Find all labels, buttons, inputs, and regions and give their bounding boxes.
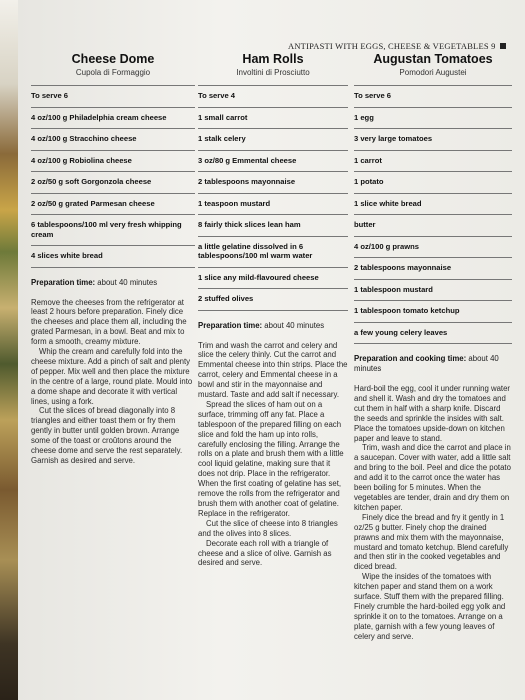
preparation-time (354, 354, 512, 374)
ingredient-item: 2 oz/50 g soft Gorgonzola cheese (31, 171, 195, 193)
recipe-subtitle: Cupola di Formaggio (75, 68, 151, 77)
ingredient-item: a few young celery leaves (354, 322, 512, 345)
ingredient-item: 1 carrot (354, 150, 512, 172)
ingredient-item: To serve 4 (198, 85, 348, 107)
ingredient-item: 2 oz/50 g grated Parmesan cheese (31, 193, 195, 215)
ingredient-item: 3 very large tomatoes (354, 128, 512, 150)
ingredient-item: 4 oz/100 g prawns (354, 236, 512, 258)
preparation-time (31, 278, 195, 288)
ingredient-list (354, 85, 512, 344)
preparation-value: about 40 minutes (354, 354, 499, 373)
ingredient-item: 4 slices white bread (31, 245, 195, 268)
cookbook-page (18, 0, 525, 700)
method-paragraph: Wipe the insides of the tomatoes with kitchen paper and stand them on a work surface. Stuff them with the prepared filling. Finely crumble the hard-boiled egg yolk and sprinkle it on to the tomatoes. Arrange on a plate, garnish with a few young leaves of celery and serve. (354, 572, 506, 641)
method-paragraph: Hard-boil the egg, cool it under running water and shell it. Wash and dry the tomatoes and cut them in half with a sharp knife. Discard the seeds and sprinkle the insides with salt. Place the tomatoes upside-down on kitchen paper and leave to stand. (354, 384, 511, 443)
recipe-column-cheese-dome (31, 52, 195, 466)
ingredient-item: 1 egg (354, 107, 512, 129)
ingredient-item: 2 tablespoons mayonnaise (354, 257, 512, 279)
preparation-label: Preparation time: (198, 320, 263, 330)
running-head-text: ANTIPASTI WITH EGGS, CHEESE & VEGETABLES 9 (288, 41, 496, 51)
method-paragraph: Finely dice the bread and fry it gently in 1 oz/25 g butter. Finely chop the drained prawns and mix them with the mayonnaise, mustard and tomato ketchup. Blend carefully and then stir in the cooked vegetables and diced bread. (354, 512, 509, 572)
ingredient-item: 1 stalk celery (198, 128, 348, 150)
method-paragraph: Spread the slices of ham out on a surface, trimming off any fat. Place a tablespoon of the prepared filling on each slice and fold the ham up into rolls, carefully enclosing the filling. Arrange the rolls on a plate and brush them with a little cool liquid gelatine, making sure that it does not drip. Place in the refrigerator. When the first coating of gelatine has set, remove the rolls from the refrigerator and brush them with another coat of gelatine. Replace in the refrigerator. (198, 399, 344, 518)
ingredient-list (198, 85, 348, 311)
running-head (288, 41, 525, 51)
ingredient-item: 8 fairly thick slices lean ham (198, 214, 348, 236)
recipe-title: Ham Rolls (242, 52, 304, 66)
ingredient-item: 1 slice any mild-flavoured cheese (198, 267, 348, 289)
ingredient-item: 2 tablespoons mayonnaise (198, 171, 348, 193)
recipe-subtitle: Pomodori Augustei (399, 68, 467, 77)
preparation-value: about 40 minutes (264, 320, 325, 330)
ingredient-item: 1 potato (354, 171, 512, 193)
ingredient-item: To serve 6 (354, 85, 512, 107)
preparation-time (198, 321, 348, 331)
method-text (31, 298, 195, 466)
method-paragraph: Trim and wash the carrot and celery and slice the celery thinly. Cut the carrot and Emmental cheese into thin strips. Place the carrot, celery and Emmental cheese in a bowl and stir in the mayonnaise and mustard. Taste and add salt if necessary. (198, 340, 348, 400)
ingredient-item: 1 slice white bread (354, 193, 512, 215)
method-paragraph: Whip the cream and carefully fold into the cheese mixture. Add a pinch of salt and plenty of pepper. Mix well and then place the mixture in the centre of a large, round plate. Mould into a dome shape and decorate it with vertical lines, using a fork. (31, 347, 193, 406)
ingredient-item: 4 oz/100 g Robiolina cheese (31, 150, 195, 172)
ingredient-item: 1 small carrot (198, 107, 348, 129)
ingredient-item: 3 oz/80 g Emmental cheese (198, 150, 348, 172)
method-paragraph: Cut the slice of cheese into 8 triangles and the olives into 8 slices. (198, 518, 338, 538)
ingredient-item: 1 tablespoon mustard (354, 279, 512, 301)
ingredient-item: 6 tablespoons/100 ml very fresh whipping cream (31, 214, 195, 245)
method-paragraph: Cut the slices of bread diagonally into 8 triangles and either toast them or fry them gently in butter until golden brown. Arrange some of the toast or croûtons around the cheese dome and serve the rest separately. Garnish as desired and serve. (31, 406, 183, 465)
method-paragraph: Decorate each roll with a triangle of cheese and a slice of olive. Garnish as desired and serve. (198, 538, 332, 568)
ingredient-item: 4 oz/100 g Philadelphia cream cheese (31, 107, 195, 129)
method-paragraph: Trim, wash and dice the carrot and place in a saucepan. Cover with water, add a little salt and bring to the boil. Peel and dice the potato and add it to the carrot once the water has been boiling for 5 minutes. When the vegetables are tender, drain and dry them on kitchen paper. (354, 443, 511, 512)
recipe-title: Augustan Tomatoes (373, 52, 493, 66)
method-paragraph: Remove the cheeses from the refrigerator at least 2 hours before preparation. Finely dice the cheeses and place them all, including the grated Parmesan, in a bowl. Beat and mix to form a smooth, creamy mixture. (31, 297, 187, 347)
ingredient-list (31, 85, 195, 268)
preparation-value: about 40 minutes (97, 277, 158, 287)
ingredient-item: 4 oz/100 g Stracchino cheese (31, 128, 195, 150)
ingredient-item: 2 stuffed olives (198, 288, 348, 311)
preparation-label: Preparation time: (31, 277, 96, 287)
method-text (354, 384, 512, 642)
ingredient-item: 1 tablespoon tomato ketchup (354, 300, 512, 322)
ingredient-item: To serve 6 (31, 85, 195, 107)
square-bullet-icon (500, 43, 506, 49)
ingredient-item: a little gelatine dissolved in 6 tablespoons/100 ml warm water (198, 236, 348, 267)
recipe-column-augustan-tomatoes (354, 52, 512, 642)
method-text (198, 341, 348, 569)
preparation-label: Preparation and cooking time: (354, 354, 467, 363)
ingredient-item: 1 teaspoon mustard (198, 193, 348, 215)
ingredient-item: butter (354, 214, 512, 236)
recipe-title: Cheese Dome (71, 52, 155, 66)
recipe-column-ham-rolls (198, 52, 348, 568)
recipe-subtitle: Involtini di Prosciutto (236, 68, 310, 77)
